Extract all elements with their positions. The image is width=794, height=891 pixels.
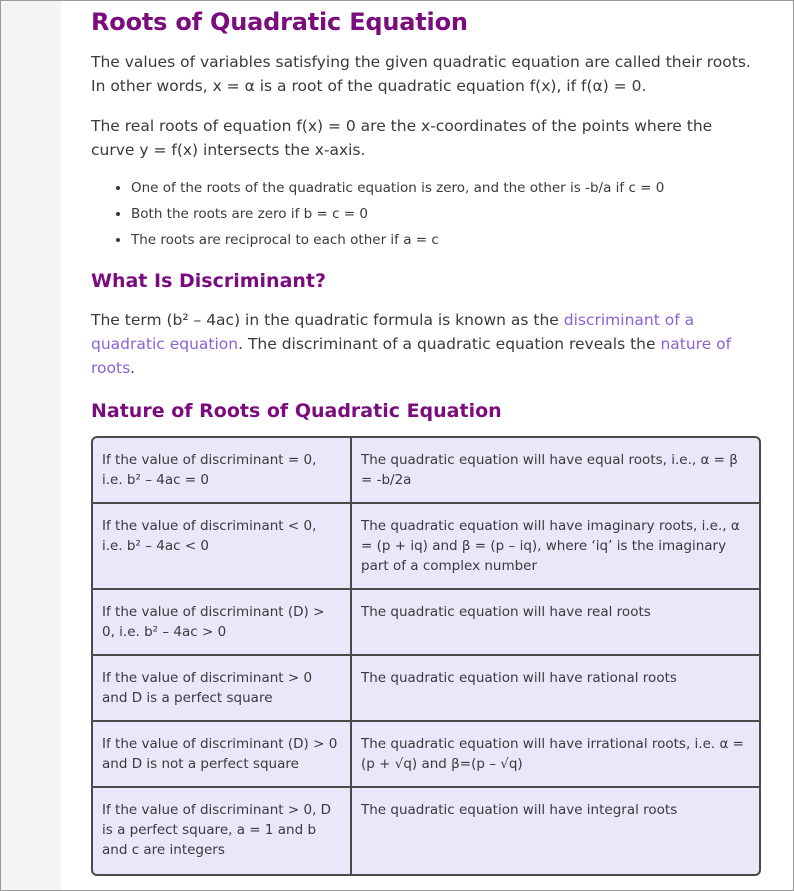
result-cell: The quadratic equation will have irrational roots, i.e. α = (p + √q) and β=(p – √q) xyxy=(352,722,759,788)
discriminant-text-before: The term (b² – 4ac) in the quadratic formula is known as the xyxy=(91,311,564,329)
result-cell: The quadratic equation will have equal roots, i.e., α = β = -b/2a xyxy=(352,438,759,504)
discriminant-text-middle: . The discriminant of a quadratic equation reveals the xyxy=(238,335,661,353)
condition-cell: If the value of discriminant > 0 and D is a perfect square xyxy=(93,656,352,722)
condition-cell: If the value of discriminant (D) > 0, i.e. b² – 4ac > 0 xyxy=(93,590,352,656)
discriminant-text-after: . xyxy=(130,359,136,377)
nature-of-roots-table xyxy=(91,436,761,876)
table-row xyxy=(93,722,759,788)
list-item: • The roots are reciprocal to each other if a = c xyxy=(131,227,664,253)
intro-paragraph-2: The real roots of equation f(x) = 0 are the x-coordinates of the points where the curve y = f(x) intersects the x-axis. xyxy=(91,117,713,159)
condition-cell: If the value of discriminant < 0, i.e. b² – 4ac < 0 xyxy=(93,504,352,590)
page-title: Roots of Quadratic Equation xyxy=(91,8,468,36)
nature-heading: Nature of Roots of Quadratic Equation xyxy=(91,400,502,422)
condition-cell: If the value of discriminant > 0, D is a perfect square, a = 1 and b and c are integers xyxy=(93,788,352,874)
list-item: • One of the roots of the quadratic equation is zero, and the other is -b/a if c = 0 xyxy=(131,175,664,201)
list-item: • Both the roots are zero if b = c = 0 xyxy=(131,201,664,227)
result-cell: The quadratic equation will have integral roots xyxy=(361,802,678,818)
condition-cell: If the value of discriminant = 0, i.e. b² – 4ac = 0 xyxy=(93,438,352,504)
result-cell: The quadratic equation will have rational roots xyxy=(352,656,759,722)
result-cell: The quadratic equation will have imaginary roots, i.e., α = (p + iq) and β = (p – iq), where ‘iq’ is the imaginary part of a complex number xyxy=(352,504,759,590)
table-row xyxy=(93,504,759,590)
discriminant-heading: What Is Discriminant? xyxy=(91,270,327,292)
discriminant-paragraph xyxy=(91,308,751,380)
condition-cell: If the value of discriminant (D) > 0 and D is not a perfect square xyxy=(93,722,352,788)
table-row xyxy=(93,656,759,722)
result-cell: The quadratic equation will have real roots xyxy=(352,590,759,656)
roots-properties-list xyxy=(91,175,664,253)
left-gutter xyxy=(1,1,61,890)
table-row xyxy=(93,590,759,656)
intro-paragraph-1: The values of variables satisfying the given quadratic equation are called their roots. In other words, x = α is a root of the quadratic equation f(x), if f(α) = 0. xyxy=(91,53,751,95)
table-row xyxy=(93,788,759,874)
discriminant-link[interactable]: discriminant of a quadratic equation xyxy=(91,311,695,353)
table-row xyxy=(93,438,759,504)
nature-of-roots-link[interactable]: nature of roots xyxy=(91,335,732,377)
